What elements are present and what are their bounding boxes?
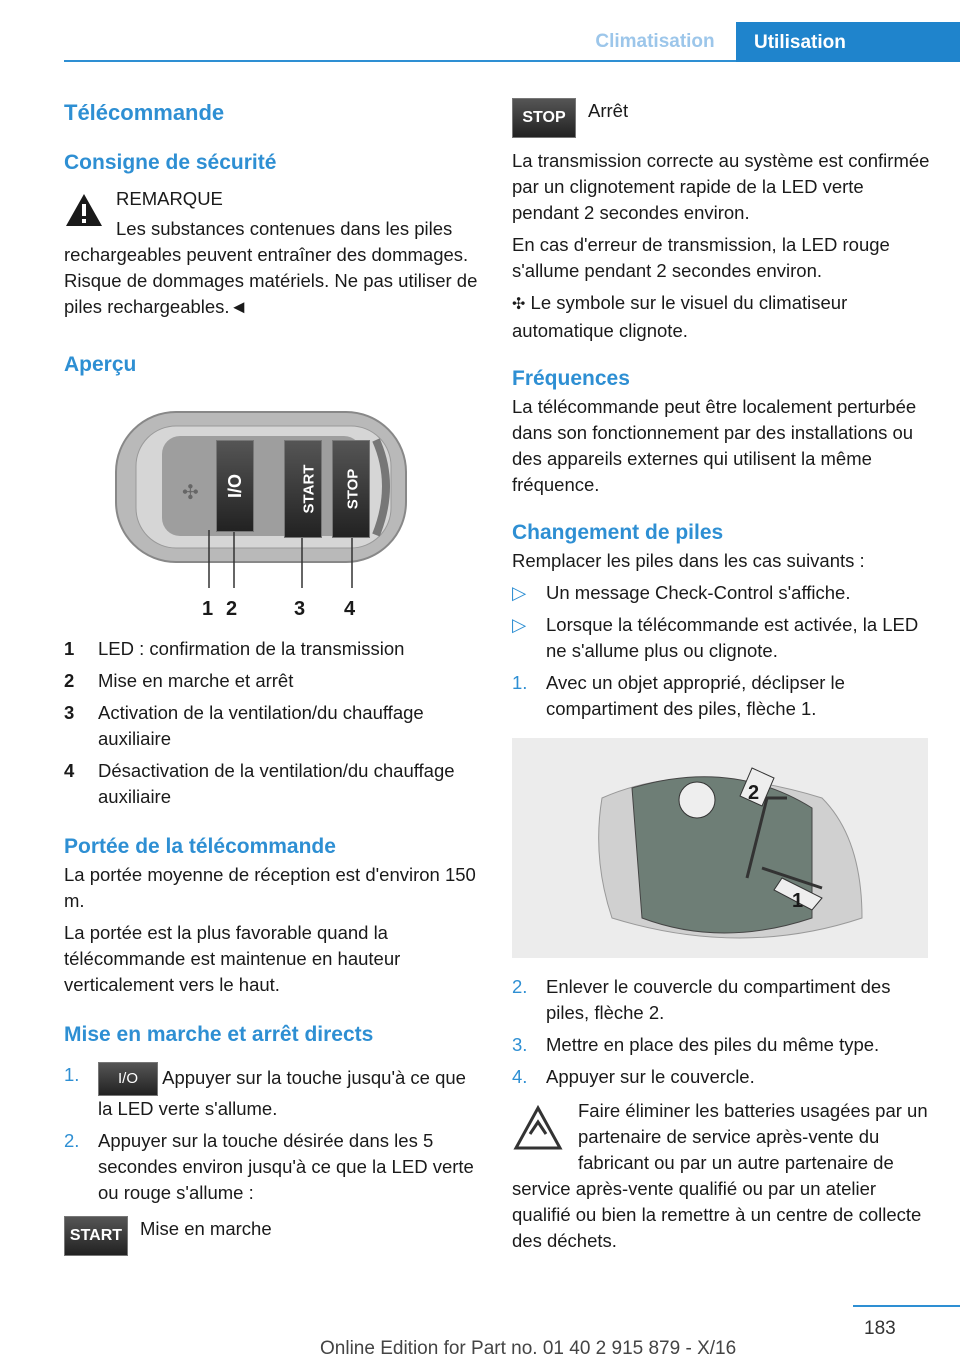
list-item [512,1064,930,1090]
overview-heading: Aperçu [64,353,137,376]
battery-figure [512,738,928,958]
step-text: Appuyer sur le couvercle. [546,1066,755,1087]
remote-io-key [216,440,254,532]
range-heading: Portée de la télécommande [64,835,336,858]
frequencies-heading: Fréquences [512,367,630,390]
bullet-marker: ▷ [512,614,527,635]
fan-icon: ✣ [512,296,526,313]
page-title: Télécommande [64,100,225,125]
list-item [64,1062,478,1122]
stop-button-image: STOP [512,98,576,138]
list-item [64,1128,478,1206]
remote-stop-key [332,440,370,538]
legend-text: Désactivation de la ventilation/du chauffage auxiliaire [98,760,455,807]
start-button-image: START [64,1216,128,1256]
io-button-image: I/O [98,1062,158,1096]
figure-arrow-2: 2 [748,782,760,804]
step-number: 3. [512,1034,528,1055]
list-item [64,700,478,752]
remote-io-label: I/O [224,473,245,499]
page-number: 183 [864,1318,896,1339]
legend-list [64,636,478,810]
list-item [64,636,478,662]
legend-text: Mise en marche et arrêt [98,670,294,691]
key-battery-image [512,738,928,958]
recycle-icon [512,1104,564,1156]
battery-steps [512,974,930,1090]
tab-section[interactable]: Climatisation [595,31,715,52]
tab-chapter[interactable]: Utilisation [736,22,960,62]
range-paragraph-2: La portée est la plus favorable quand la télécommande est maintenue en hauteur verticalement vers le haut. [64,922,401,995]
bullet-text: Lorsque la télécommande est activée, la LED ne s'allume plus ou clignote. [546,614,919,661]
fan-icon: ✣ [182,482,199,504]
legend-number: 3 [64,702,75,723]
callout-3: 3 [294,598,306,620]
transmission-ok-text: La transmission correcte au système est confirmée par un clignotement rapide de la LED verte pendant 2 secondes environ. [512,150,930,223]
legend-text: LED : confirmation de la transmission [98,638,405,659]
frequencies-text: La télécommande peut être localement perturbée dans son fonctionnement par des installations ou des appareils externes qui utilisent la même fréquence. [512,396,917,495]
list-item [512,670,930,722]
stop-row [512,98,930,138]
range-paragraph-1: La portée moyenne de réception est d'environ 150 m. [64,864,476,911]
step-text: Enlever le couvercle du compartiment des piles, flèche 2. [546,976,891,1023]
warning-label: REMARQUE [116,188,223,209]
battery-bullets [512,580,930,664]
step-2-text: Appuyer sur la touche désirée dans les 5 secondes environ jusqu'à ce que la LED verte ou rouge s'allume : [98,1130,474,1203]
symbol-text: Le symbole sur le visuel du climatiseur automatique clignote. [512,292,848,341]
stop-label: Arrêt [588,100,629,121]
bullet-text: Un message Check-Control s'affiche. [546,582,851,603]
recycle-text: Faire éliminer les batteries usagées par un partenaire de service après-vente du fabricant ou par un autre partenaire de service après-vente qualifié ou par un atelier qualifié ou bien la remettre à un centre de collecte des déchets. [512,1100,928,1251]
remote-start-label: START [300,464,318,514]
step-number: 4. [512,1066,528,1087]
step-text: Mettre en place des piles du même type. [546,1034,880,1055]
legend-number: 1 [64,638,75,659]
legend-number: 2 [64,670,75,691]
list-item [512,974,930,1026]
legend-text: Activation de la ventilation/du chauffage auxiliaire [98,702,424,749]
step-1-text: Appuyer sur la touche jusqu'à ce que la LED verte s'allume. [98,1066,466,1119]
left-column [64,98,478,1256]
list-item [512,612,930,664]
battery-heading: Changement de piles [512,521,724,544]
symbol-paragraph [512,290,930,344]
start-row [64,1216,478,1256]
legend-number: 4 [64,760,75,781]
footer-rule [853,1305,960,1307]
list-item [64,668,478,694]
callout-2: 2 [226,598,238,620]
step-number: 2. [64,1130,80,1151]
recycle-block [512,1098,930,1254]
direct-steps [64,1062,478,1206]
figure-arrow-1: 1 [792,890,804,912]
bullet-marker: ▷ [512,582,527,603]
right-column [512,98,930,1254]
direct-heading: Mise en marche et arrêt directs [64,1023,374,1046]
step-number: 1. [512,672,528,693]
battery-step-1 [512,670,930,722]
step-number: 1. [64,1064,80,1085]
step-text: Avec un objet approprié, déclipser le compartiment des piles, flèche 1. [546,672,845,719]
step-text [98,1062,478,1122]
callout-1: 1 [202,598,214,620]
list-item [512,1032,930,1058]
remote-stop-label: STOP [344,468,362,510]
callout-4: 4 [344,598,356,620]
warning-text: Les substances contenues dans les piles rechargeables peuvent entraîner des dommages. Risque de dommages matériels. Ne pas utiliser de piles rechargeables.◄ [64,218,478,317]
remote-figure [114,410,414,630]
step-number: 2. [512,976,528,997]
battery-intro: Remplacer les piles dans les cas suivants : [512,550,865,571]
safety-heading: Consigne de sécurité [64,151,277,174]
list-item [512,580,930,606]
list-item [64,758,478,810]
warning-icon [64,192,104,228]
warning-block [64,186,478,320]
start-label: Mise en marche [140,1218,272,1239]
edition-text: Online Edition for Part no. 01 40 2 915 879 - X/16 [320,1338,737,1359]
transmission-error-text: En cas d'erreur de transmission, la LED rouge s'allume pendant 2 secondes environ. [512,234,890,281]
